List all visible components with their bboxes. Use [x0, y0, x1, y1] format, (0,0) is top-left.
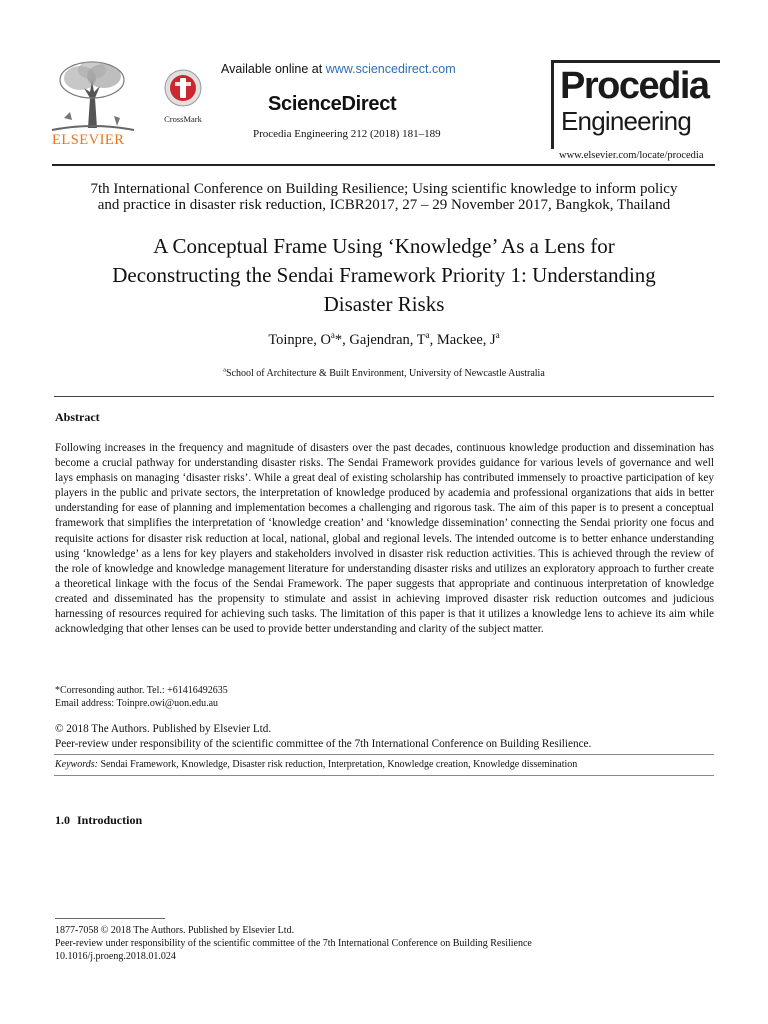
keywords-divider-top: [54, 754, 714, 755]
author-name: Mackee, J: [436, 332, 496, 348]
title-line-1: A Conceptual Frame Using ‘Knowledge’ As a Lens for: [153, 234, 615, 258]
copyright-line-1: © 2018 The Authors. Published by Elsevier Ltd.: [55, 723, 272, 735]
author-separator: ,: [429, 332, 437, 348]
introduction-heading: [55, 813, 142, 828]
correspondence-info: [55, 684, 228, 710]
keywords-text: Sendai Framework, Knowledge, Disaster risk reduction, Interpretation, Knowledge creation, Knowledge dissemination: [97, 759, 578, 770]
author-name: Gajendran, T: [349, 332, 426, 348]
author-corresponding-mark: *: [334, 332, 343, 348]
copyright-line-2: Peer-review under responsibility of the scientific committee of the 7th International Conference on Building Resilience.: [55, 737, 592, 750]
footer-issn-line: 1877-7058 © 2018 The Authors. Published by Elsevier Ltd.: [55, 925, 295, 936]
author-list: [40, 332, 728, 349]
keywords-divider-bottom: [54, 775, 714, 776]
affiliation-text: School of Architecture & Built Environment, University of Newcastle Australia: [225, 368, 545, 379]
conference-line-2: and practice in disaster risk reduction, ICBR2017, 27 – 29 November 2017, Bangkok, Thailand: [97, 197, 671, 213]
author-affil-mark: a: [330, 330, 335, 341]
tree-icon: [44, 58, 140, 134]
conference-info: [40, 181, 728, 213]
keywords-label: Keywords:: [55, 759, 98, 770]
section-title: Introduction: [77, 813, 143, 827]
author-name: Toinpre, O: [268, 332, 331, 348]
title-line-2: Deconstructing the Sendai Framework Priority 1: Understanding: [112, 263, 656, 287]
keywords: [55, 759, 577, 770]
footer-doi[interactable]: 10.1016/j.proeng.2018.01.024: [55, 951, 176, 962]
author-separator: ,: [342, 332, 350, 348]
available-online-line: [221, 62, 456, 76]
crossmark-icon: [163, 68, 203, 108]
author-affil-mark: a: [495, 330, 500, 341]
section-number: 1.0: [55, 813, 70, 827]
sciencedirect-title: ScienceDirect: [268, 93, 397, 115]
procedia-wordmark: Procedia: [560, 65, 709, 107]
abstract-heading: Abstract: [55, 410, 100, 424]
header-divider: [52, 164, 715, 166]
footer-peer-review-line: Peer-review under responsibility of the scientific committee of the 7th International Conference on Building Resilience: [55, 938, 532, 949]
sciencedirect-link[interactable]: www.sciencedirect.com: [325, 62, 456, 76]
footer-divider: [55, 918, 165, 919]
elsevier-wordmark: ELSEVIER: [52, 132, 125, 148]
engineering-wordmark: Engineering: [561, 106, 691, 136]
conference-line-1: 7th International Conference on Building Resilience; Using scientific knowledge to inform policy: [90, 181, 678, 197]
crossmark-label: CrossMark: [164, 114, 202, 124]
affiliation-mark: a: [223, 366, 226, 374]
available-text: Available online at: [221, 62, 323, 76]
email-line[interactable]: Email address: Toinpre.owi@uon.edu.au: [55, 698, 219, 709]
abstract-body: Following increases in the frequency and magnitude of disasters over the past decades, continuous knowledge production and dissemination has become a crucial pathway for understanding disaster risks. The Sendai Framework provides guidance for various levels of governance and well lays emphasis on managing ‘disaster risks’. While a great deal of existing scholarship has contributed immensely to proactive participation of key players in the public and private sectors, the interpretation of knowledge produced by academia and professional organizations that aids in better understanding for ease of planning and implementation becomes a challenging and rigorous task. The aim of this paper is to present a conceptual framework that simplifies the interpretation of ‘knowledge creation’ and ‘knowledge dissemination’ connecting the Sendai priority one focus and requisite actions for disaster risk reduction at local, national, global and regional levels. The intended outcome is to better enhance understanding using ‘knowledge’ as a lens for key players and stakeholders involved in disaster risk reduction activities. This is achieved through the review of the role of knowledge and knowledge management literature for understanding disaster risks and utilizes an exploratory approach to further create a theoretical linkage with the focus of the Sendai Framework. The paper suggests that appropriate and continuous interpretation of knowledge created and disseminated has the propensity to stimulate and assist in achieving improved disaster risk reduction outcomes and judicious harnessing of resources required for achieving such tasks. The limitation of this paper is that it utilizes a knowledge lens to achieve its aim while acknowledging that other lenses can be used to provide better understanding and clarity of the subject matter.: [55, 442, 714, 636]
footer: [55, 924, 532, 963]
journal-reference: Procedia Engineering 212 (2018) 181–189: [253, 128, 441, 140]
paper-title: [40, 232, 728, 319]
journal-url[interactable]: www.elsevier.com/locate/procedia: [559, 150, 704, 161]
crossmark-badge[interactable]: [160, 68, 206, 124]
affiliation: [40, 368, 728, 379]
abstract-divider: [54, 396, 714, 397]
author-affil-mark: a: [425, 330, 430, 341]
title-line-3: Disaster Risks: [323, 292, 445, 316]
copyright-notice: [55, 722, 591, 751]
corresponding-author-line: *Corresonding author. Tel.: +61416492635: [55, 685, 228, 696]
